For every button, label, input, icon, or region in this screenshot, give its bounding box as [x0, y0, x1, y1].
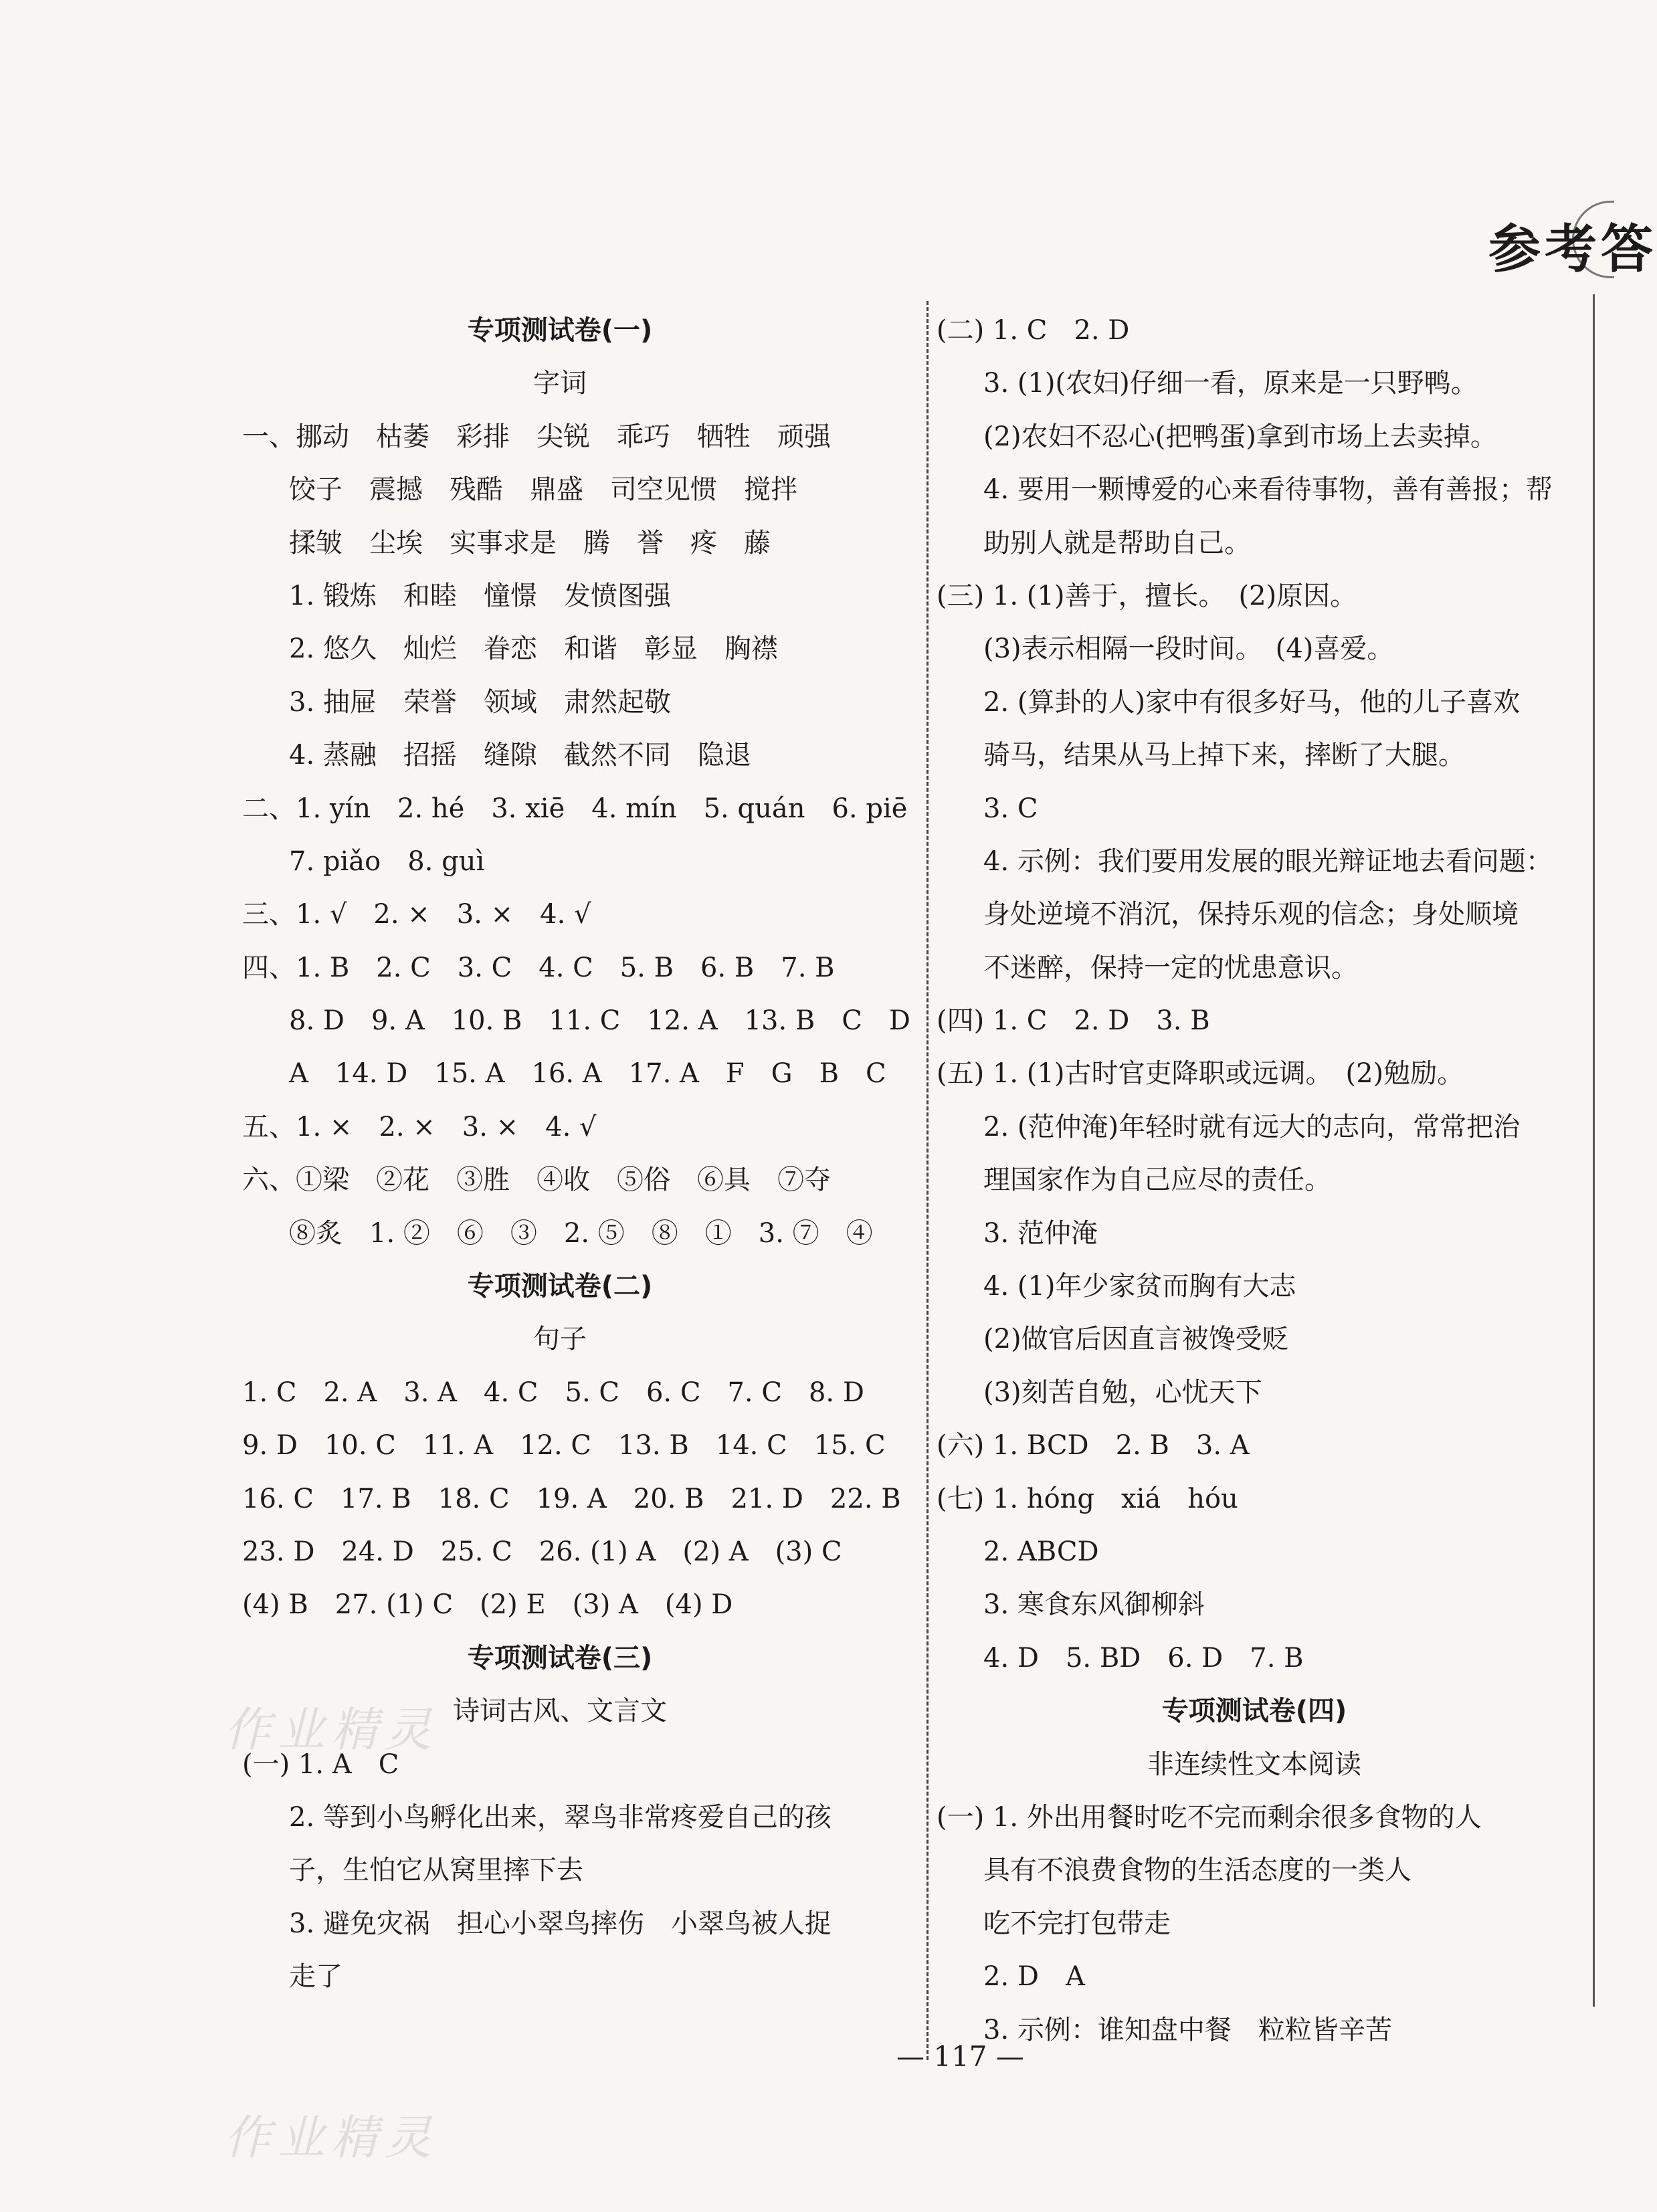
answer-line: 2. 等到小鸟孵化出来，翠鸟非常疼爱自己的孩 [289, 1801, 832, 1833]
answer-line: 4. 要用一颗博爱的心来看待事物，善有善报；帮 [983, 474, 1553, 506]
answer-line: (三) 1. (1)善于，擅长。 (2)原因。 [937, 580, 1357, 611]
answer-line: 子，生怕它从窝里摔下去 [289, 1855, 583, 1886]
answer-line: (四) 1. C 2. D 3. B [937, 1005, 1210, 1037]
answer-line: 7. piǎo 8. guì [289, 845, 485, 877]
answer-line: (五) 1. (1)古时官吏降职或远调。 (2)勉励。 [937, 1058, 1464, 1090]
answer-line: 16. C 17. B 18. C 19. A 20. B 21. D 22. B [242, 1483, 901, 1514]
answer-line: (2)做官后因直言被馋受贬 [983, 1324, 1289, 1355]
column-divider [927, 301, 931, 2060]
answer-line: 3. (1)(农妇)仔细一看，原来是一只野鸭。 [983, 368, 1478, 399]
answer-line: 身处逆境不消沉，保持乐观的信念；身处顺境 [983, 899, 1519, 930]
section-subtitle: 诗词古风、文言文 [453, 1696, 667, 1727]
section-title: 专项测试卷(四) [1161, 1696, 1347, 1727]
answer-line: 4. (1)年少家贫而胸有大志 [983, 1271, 1296, 1302]
page-number: — 117 — [896, 2040, 1024, 2073]
answer-line: 揉皱 尘埃 实事求是 腾 誉 疼 藤 [289, 527, 771, 559]
answer-line: 4. D 5. BD 6. D 7. B [983, 1642, 1304, 1674]
answer-line: (2)农妇不忍心(把鸭蛋)拿到市场上去卖掉。 [983, 421, 1497, 452]
answer-line: 饺子 震撼 残酷 鼎盛 司空见惯 搅拌 [289, 474, 797, 506]
answer-line: 2. 悠久 灿烂 眷恋 和谐 彰显 胸襟 [289, 633, 778, 665]
answer-line: 8. D 9. A 10. B 11. C 12. A 13. B C D [289, 1005, 910, 1037]
answer-line: 1. C 2. A 3. A 4. C 5. C 6. C 7. C 8. D [242, 1377, 864, 1408]
page-edge-rule [1593, 294, 1595, 2007]
section-subtitle: 非连续性文本阅读 [1147, 1748, 1361, 1780]
answer-line: 1. 锻炼 和睦 憧憬 发愤图强 [289, 580, 671, 611]
answer-line: 2. D A [983, 1961, 1085, 1993]
answer-line: 一、挪动 枯萎 彩排 尖锐 乖巧 牺牲 顽强 [242, 421, 831, 452]
answer-line: 不迷醉，保持一定的忧患意识。 [983, 952, 1358, 983]
answer-line: 23. D 24. D 25. C 26. (1) A (2) A (3) C [242, 1536, 842, 1567]
section-title: 专项测试卷(二) [467, 1271, 653, 1302]
answer-line: 四、1. B 2. C 3. C 4. C 5. B 6. B 7. B [242, 952, 835, 983]
answer-line: 3. 寒食东风御柳斜 [983, 1589, 1205, 1621]
answer-line: 具有不浪费食物的生活态度的一类人 [983, 1855, 1411, 1886]
answer-line: (二) 1. C 2. D [937, 315, 1130, 346]
answer-line: 吃不完打包带走 [983, 1908, 1171, 1939]
answer-line: 2. (范仲淹)年轻时就有远大的志向，常常把治 [983, 1111, 1521, 1142]
answer-line: 三、1. √ 2. × 3. × 4. √ [242, 899, 591, 930]
answer-line: (七) 1. hóng xiá hóu [937, 1483, 1238, 1514]
answer-line: 3. 抽屉 荣誉 领域 肃然起敬 [289, 686, 671, 718]
answer-line: (一) 1. 外出用餐时吃不完而剩余很多食物的人 [937, 1801, 1482, 1833]
right-column [937, 304, 1572, 2057]
answer-line: 理国家作为自己应尽的责任。 [983, 1165, 1331, 1196]
answer-line: 走了 [289, 1961, 343, 1993]
section-subtitle: 句子 [533, 1324, 587, 1355]
answer-line: 2. ABCD [983, 1536, 1099, 1567]
answer-line: 3. 范仲淹 [983, 1217, 1098, 1249]
answer-line: (4) B 27. (1) C (2) E (3) A (4) D [242, 1589, 733, 1621]
section-subtitle: 字词 [533, 368, 587, 399]
answer-line: 4. 示例：我们要用发展的眼光辩证地去看问题： [983, 845, 1553, 877]
watermark-lower: 作业精灵 [224, 2110, 438, 2165]
answer-line: (一) 1. A C [242, 1748, 399, 1780]
answer-line: 9. D 10. C 11. A 12. C 13. B 14. C 15. C [242, 1430, 886, 1462]
answer-line: 3. 示例：谁知盘中餐 粒粒皆辛苦 [983, 2014, 1392, 2045]
answer-line: 4. 蒸融 招摇 缝隙 截然不同 隐退 [289, 740, 751, 771]
section-title: 专项测试卷(三) [467, 1642, 653, 1674]
answer-line: 2. (算卦的人)家中有很多好马，他的儿子喜欢 [983, 686, 1521, 718]
answer-line: ⑧炙 1. ② ⑥ ③ 2. ⑤ ⑧ ① 3. ⑦ ④ [289, 1217, 873, 1249]
watermark-upper: 作业精灵 [224, 1702, 438, 1757]
answer-line: 3. C [983, 793, 1038, 824]
answer-line: 助别人就是帮助自己。 [983, 527, 1251, 559]
page-header-title: 参考答 [1488, 219, 1657, 280]
answer-line: (3)表示相隔一段时间。 (4)喜爱。 [983, 633, 1394, 665]
answer-line: 六、①梁 ②花 ③胜 ④收 ⑤俗 ⑥具 ⑦夺 [242, 1165, 831, 1196]
answer-line: A 14. D 15. A 16. A 17. A F G B C [289, 1058, 886, 1090]
answer-line: (六) 1. BCD 2. B 3. A [937, 1430, 1250, 1462]
answer-line: (3)刻苦自勉，心忧天下 [983, 1377, 1262, 1408]
answer-line: 3. 避免灾祸 担心小翠鸟摔伤 小翠鸟被人捉 [289, 1908, 832, 1939]
answer-line: 骑马，结果从马上掉下来，摔断了大腿。 [983, 740, 1465, 771]
answer-line: 五、1. × 2. × 3. × 4. √ [242, 1111, 597, 1142]
section-title: 专项测试卷(一) [467, 315, 653, 346]
answer-line: 二、1. yín 2. hé 3. xiē 4. mín 5. quán 6. piē [242, 793, 908, 824]
